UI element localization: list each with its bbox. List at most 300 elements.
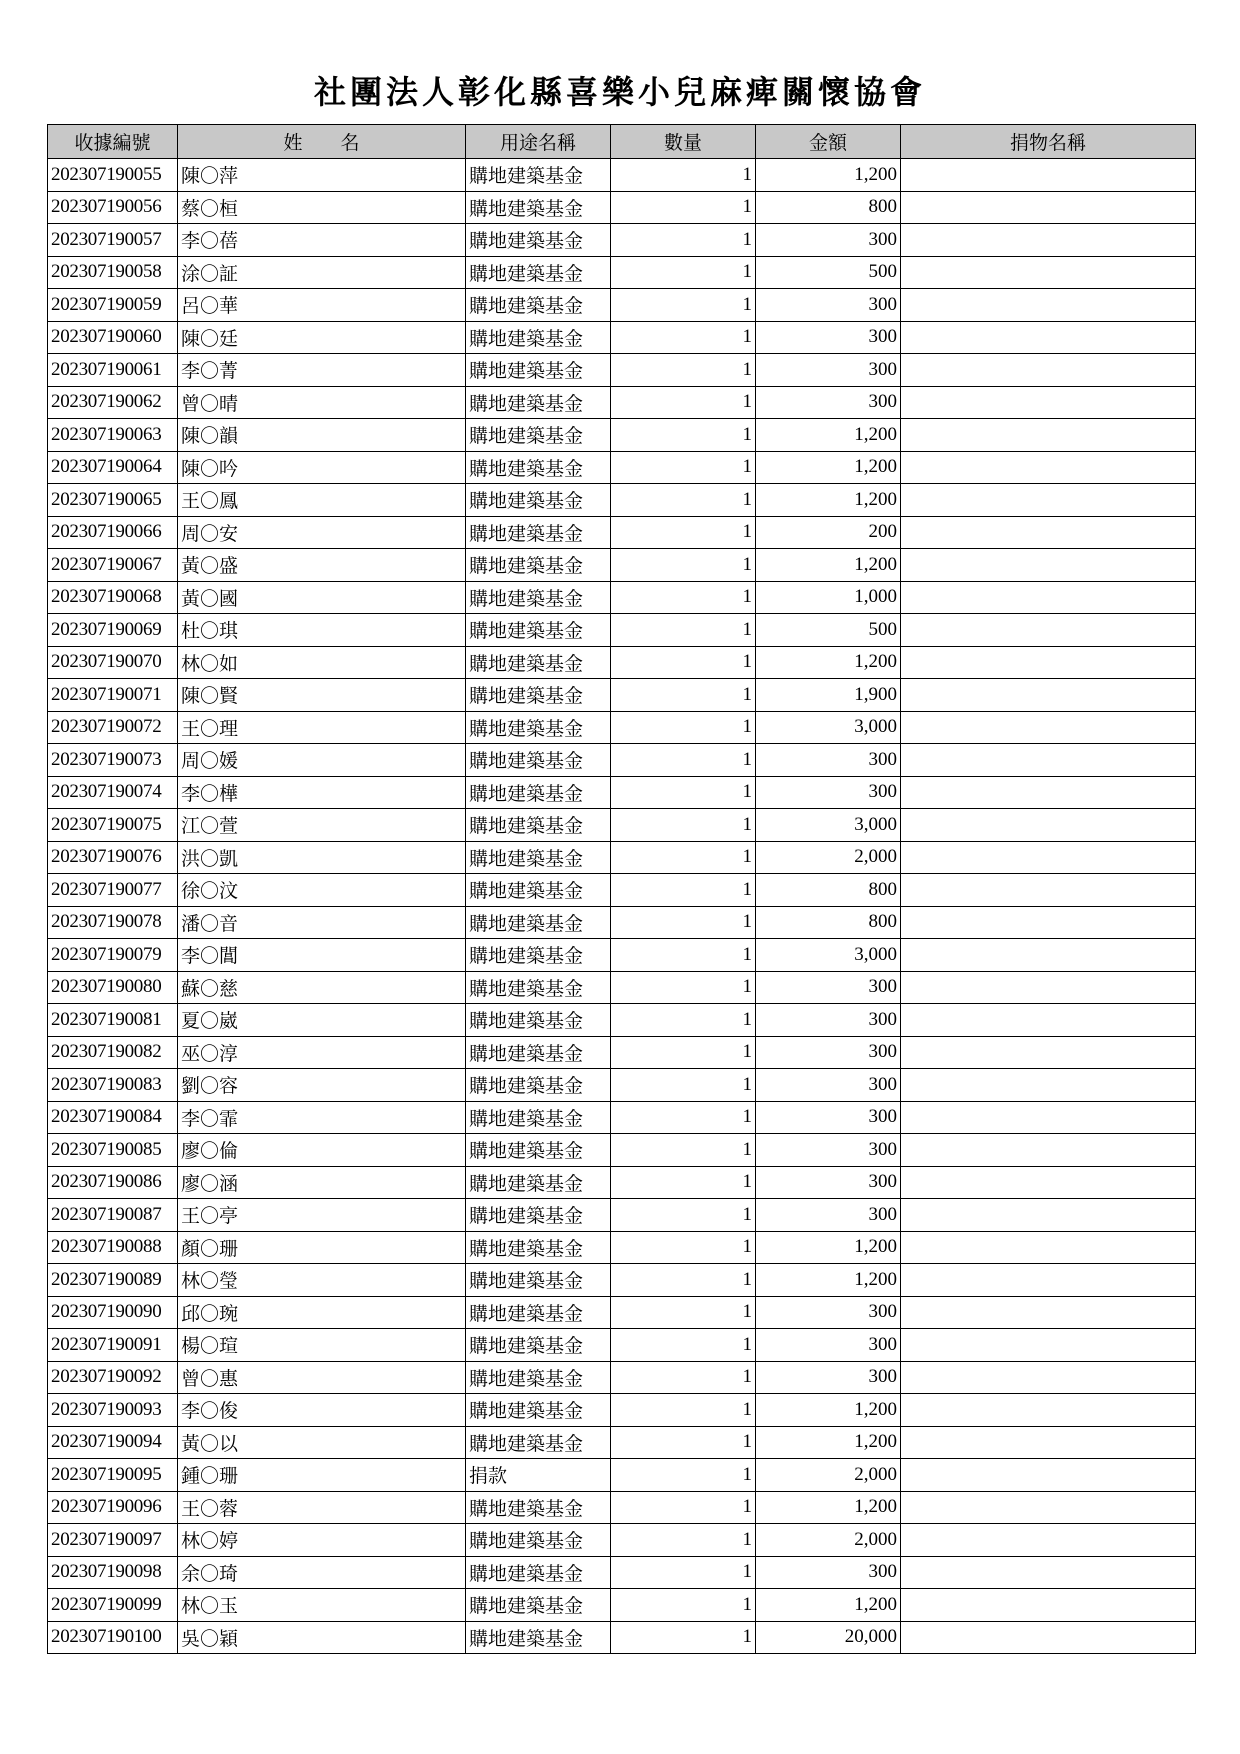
donor-name-cell: 潘〇音 <box>178 906 466 939</box>
table-row <box>48 419 1196 452</box>
quantity-cell: 1 <box>611 1069 756 1102</box>
receipt-no-cell: 202307190073 <box>48 744 178 777</box>
table-row <box>48 776 1196 809</box>
quantity-cell: 1 <box>611 1361 756 1394</box>
purpose-cell: 購地建築基金 <box>466 1101 611 1134</box>
donor-name-cell: 李〇霏 <box>178 1101 466 1134</box>
donor-name-cell: 黃〇以 <box>178 1426 466 1459</box>
table-row <box>48 1004 1196 1037</box>
item-name-cell <box>901 1329 1196 1362</box>
purpose-cell: 購地建築基金 <box>466 1524 611 1557</box>
amount-cell: 1,200 <box>756 1426 901 1459</box>
donor-name-cell: 林〇如 <box>178 646 466 679</box>
receipt-no-cell: 202307190088 <box>48 1231 178 1264</box>
amount-cell: 300 <box>756 744 901 777</box>
quantity-cell: 1 <box>611 1621 756 1654</box>
table-header-row <box>48 125 1196 159</box>
item-name-cell <box>901 321 1196 354</box>
donor-name-cell: 林〇婷 <box>178 1524 466 1557</box>
table-row <box>48 549 1196 582</box>
purpose-cell: 購地建築基金 <box>466 1004 611 1037</box>
purpose-cell: 購地建築基金 <box>466 939 611 972</box>
purpose-cell: 購地建築基金 <box>466 614 611 647</box>
receipt-no-cell: 202307190095 <box>48 1459 178 1492</box>
table-row <box>48 1231 1196 1264</box>
table-row <box>48 1361 1196 1394</box>
quantity-cell: 1 <box>611 549 756 582</box>
item-name-cell <box>901 1134 1196 1167</box>
donor-name-cell: 余〇琦 <box>178 1556 466 1589</box>
receipt-no-cell: 202307190062 <box>48 386 178 419</box>
amount-cell: 2,000 <box>756 1524 901 1557</box>
amount-cell: 1,200 <box>756 159 901 192</box>
amount-cell: 800 <box>756 874 901 907</box>
donor-name-cell: 李〇樺 <box>178 776 466 809</box>
receipt-no-cell: 202307190099 <box>48 1589 178 1622</box>
donor-name-cell: 徐〇汶 <box>178 874 466 907</box>
quantity-cell: 1 <box>611 159 756 192</box>
item-name-cell <box>901 971 1196 1004</box>
amount-cell: 1,900 <box>756 679 901 712</box>
item-name-cell <box>901 1036 1196 1069</box>
receipt-no-cell: 202307190055 <box>48 159 178 192</box>
donor-name-cell: 夏〇崴 <box>178 1004 466 1037</box>
donor-name-cell: 王〇亭 <box>178 1199 466 1232</box>
donor-name-cell: 李〇俊 <box>178 1394 466 1427</box>
table-row <box>48 191 1196 224</box>
donor-name-cell: 陳〇萍 <box>178 159 466 192</box>
purpose-cell: 購地建築基金 <box>466 321 611 354</box>
receipt-no-cell: 202307190067 <box>48 549 178 582</box>
receipt-no-cell: 202307190089 <box>48 1264 178 1297</box>
table-row <box>48 289 1196 322</box>
table-row <box>48 939 1196 972</box>
quantity-cell: 1 <box>611 1426 756 1459</box>
purpose-cell: 購地建築基金 <box>466 1296 611 1329</box>
item-name-cell <box>901 776 1196 809</box>
quantity-cell: 1 <box>611 1166 756 1199</box>
table-row <box>48 451 1196 484</box>
receipt-no-cell: 202307190069 <box>48 614 178 647</box>
table-row <box>48 809 1196 842</box>
quantity-cell: 1 <box>611 1036 756 1069</box>
amount-cell: 500 <box>756 614 901 647</box>
purpose-cell: 購地建築基金 <box>466 1329 611 1362</box>
quantity-cell: 1 <box>611 1296 756 1329</box>
amount-cell: 1,200 <box>756 1264 901 1297</box>
amount-cell: 300 <box>756 1101 901 1134</box>
receipt-no-cell: 202307190070 <box>48 646 178 679</box>
quantity-cell: 1 <box>611 776 756 809</box>
table-row <box>48 516 1196 549</box>
item-name-cell <box>901 744 1196 777</box>
purpose-cell: 購地建築基金 <box>466 906 611 939</box>
quantity-cell: 1 <box>611 516 756 549</box>
item-name-cell <box>901 1264 1196 1297</box>
item-name-cell <box>901 1491 1196 1524</box>
purpose-cell: 購地建築基金 <box>466 1231 611 1264</box>
item-name-cell <box>901 1459 1196 1492</box>
column-header-amount: 金額 <box>756 125 901 159</box>
table-body <box>48 159 1196 1654</box>
amount-cell: 300 <box>756 1036 901 1069</box>
item-name-cell <box>901 1394 1196 1427</box>
table-row <box>48 1524 1196 1557</box>
table-row <box>48 1621 1196 1654</box>
table-row <box>48 1264 1196 1297</box>
table-row <box>48 614 1196 647</box>
item-name-cell <box>901 1069 1196 1102</box>
donation-table <box>47 124 1196 1654</box>
quantity-cell: 1 <box>611 1134 756 1167</box>
amount-cell: 300 <box>756 1556 901 1589</box>
purpose-cell: 購地建築基金 <box>466 484 611 517</box>
donor-name-cell: 林〇瑩 <box>178 1264 466 1297</box>
amount-cell: 200 <box>756 516 901 549</box>
amount-cell: 300 <box>756 354 901 387</box>
amount-cell: 300 <box>756 289 901 322</box>
receipt-no-cell: 202307190065 <box>48 484 178 517</box>
item-name-cell <box>901 711 1196 744</box>
item-name-cell <box>901 354 1196 387</box>
purpose-cell: 購地建築基金 <box>466 451 611 484</box>
table-row <box>48 484 1196 517</box>
amount-cell: 300 <box>756 1004 901 1037</box>
table-row <box>48 711 1196 744</box>
purpose-cell: 購地建築基金 <box>466 1069 611 1102</box>
receipt-no-cell: 202307190072 <box>48 711 178 744</box>
donor-name-cell: 吳〇穎 <box>178 1621 466 1654</box>
item-name-cell <box>901 841 1196 874</box>
donor-name-cell: 王〇蓉 <box>178 1491 466 1524</box>
donor-name-cell: 周〇安 <box>178 516 466 549</box>
table-row <box>48 744 1196 777</box>
quantity-cell: 1 <box>611 971 756 1004</box>
purpose-cell: 購地建築基金 <box>466 581 611 614</box>
quantity-cell: 1 <box>611 939 756 972</box>
table-row <box>48 971 1196 1004</box>
amount-cell: 300 <box>756 1134 901 1167</box>
amount-cell: 3,000 <box>756 809 901 842</box>
quantity-cell: 1 <box>611 809 756 842</box>
purpose-cell: 購地建築基金 <box>466 386 611 419</box>
amount-cell: 300 <box>756 1166 901 1199</box>
table-row <box>48 321 1196 354</box>
quantity-cell: 1 <box>611 419 756 452</box>
donor-name-cell: 陳〇賢 <box>178 679 466 712</box>
receipt-no-cell: 202307190060 <box>48 321 178 354</box>
amount-cell: 300 <box>756 971 901 1004</box>
table-row <box>48 1069 1196 1102</box>
amount-cell: 1,200 <box>756 419 901 452</box>
quantity-cell: 1 <box>611 1199 756 1232</box>
donor-name-cell: 黃〇盛 <box>178 549 466 582</box>
table-row <box>48 679 1196 712</box>
quantity-cell: 1 <box>611 646 756 679</box>
amount-cell: 300 <box>756 1329 901 1362</box>
quantity-cell: 1 <box>611 1329 756 1362</box>
table-row <box>48 224 1196 257</box>
quantity-cell: 1 <box>611 1004 756 1037</box>
table-row <box>48 386 1196 419</box>
donor-name-cell: 周〇媛 <box>178 744 466 777</box>
donor-name-cell: 洪〇凱 <box>178 841 466 874</box>
amount-cell: 1,200 <box>756 549 901 582</box>
amount-cell: 300 <box>756 1199 901 1232</box>
receipt-no-cell: 202307190096 <box>48 1491 178 1524</box>
table-row <box>48 256 1196 289</box>
receipt-no-cell: 202307190079 <box>48 939 178 972</box>
amount-cell: 300 <box>756 224 901 257</box>
receipt-no-cell: 202307190056 <box>48 191 178 224</box>
table-row <box>48 1101 1196 1134</box>
quantity-cell: 1 <box>611 874 756 907</box>
quantity-cell: 1 <box>611 581 756 614</box>
purpose-cell: 購地建築基金 <box>466 1134 611 1167</box>
quantity-cell: 1 <box>611 1556 756 1589</box>
donor-name-cell: 陳〇韻 <box>178 419 466 452</box>
quantity-cell: 1 <box>611 841 756 874</box>
item-name-cell <box>901 516 1196 549</box>
receipt-no-cell: 202307190071 <box>48 679 178 712</box>
receipt-no-cell: 202307190086 <box>48 1166 178 1199</box>
donor-name-cell: 邱〇琬 <box>178 1296 466 1329</box>
quantity-cell: 1 <box>611 321 756 354</box>
table-row <box>48 1296 1196 1329</box>
donor-name-cell: 江〇萱 <box>178 809 466 842</box>
amount-cell: 300 <box>756 776 901 809</box>
item-name-cell <box>901 224 1196 257</box>
donor-name-cell: 李〇菁 <box>178 354 466 387</box>
purpose-cell: 購地建築基金 <box>466 841 611 874</box>
table-row <box>48 1459 1196 1492</box>
amount-cell: 1,200 <box>756 484 901 517</box>
donor-name-cell: 林〇玉 <box>178 1589 466 1622</box>
item-name-cell <box>901 1524 1196 1557</box>
donor-name-cell: 陳〇廷 <box>178 321 466 354</box>
donor-name-cell: 廖〇倫 <box>178 1134 466 1167</box>
purpose-cell: 購地建築基金 <box>466 971 611 1004</box>
table-row <box>48 354 1196 387</box>
purpose-cell: 購地建築基金 <box>466 549 611 582</box>
receipt-no-cell: 202307190074 <box>48 776 178 809</box>
quantity-cell: 1 <box>611 1394 756 1427</box>
item-name-cell <box>901 646 1196 679</box>
purpose-cell: 購地建築基金 <box>466 419 611 452</box>
donor-name-cell: 巫〇淳 <box>178 1036 466 1069</box>
receipt-no-cell: 202307190082 <box>48 1036 178 1069</box>
table-row <box>48 1036 1196 1069</box>
quantity-cell: 1 <box>611 191 756 224</box>
table-row <box>48 1491 1196 1524</box>
donor-name-cell: 蔡〇桓 <box>178 191 466 224</box>
item-name-cell <box>901 679 1196 712</box>
receipt-no-cell: 202307190083 <box>48 1069 178 1102</box>
receipt-no-cell: 202307190081 <box>48 1004 178 1037</box>
donor-name-cell: 廖〇涵 <box>178 1166 466 1199</box>
item-name-cell <box>901 906 1196 939</box>
quantity-cell: 1 <box>611 1101 756 1134</box>
item-name-cell <box>901 1101 1196 1134</box>
receipt-no-cell: 202307190100 <box>48 1621 178 1654</box>
item-name-cell <box>901 1296 1196 1329</box>
receipt-no-cell: 202307190087 <box>48 1199 178 1232</box>
quantity-cell: 1 <box>611 906 756 939</box>
receipt-no-cell: 202307190097 <box>48 1524 178 1557</box>
donor-name-cell: 呂〇華 <box>178 289 466 322</box>
receipt-no-cell: 202307190068 <box>48 581 178 614</box>
purpose-cell: 購地建築基金 <box>466 679 611 712</box>
amount-cell: 800 <box>756 906 901 939</box>
purpose-cell: 購地建築基金 <box>466 1556 611 1589</box>
item-name-cell <box>901 289 1196 322</box>
purpose-cell: 購地建築基金 <box>466 289 611 322</box>
receipt-no-cell: 202307190080 <box>48 971 178 1004</box>
receipt-no-cell: 202307190066 <box>48 516 178 549</box>
item-name-cell <box>901 581 1196 614</box>
donor-name-cell: 陳〇吟 <box>178 451 466 484</box>
amount-cell: 2,000 <box>756 1459 901 1492</box>
quantity-cell: 1 <box>611 711 756 744</box>
column-header-item-name: 捐物名稱 <box>901 125 1196 159</box>
purpose-cell: 購地建築基金 <box>466 646 611 679</box>
table-row <box>48 906 1196 939</box>
donor-name-cell: 曾〇晴 <box>178 386 466 419</box>
item-name-cell <box>901 386 1196 419</box>
purpose-cell: 購地建築基金 <box>466 159 611 192</box>
amount-cell: 3,000 <box>756 939 901 972</box>
amount-cell: 500 <box>756 256 901 289</box>
purpose-cell: 購地建築基金 <box>466 1394 611 1427</box>
quantity-cell: 1 <box>611 354 756 387</box>
item-name-cell <box>901 1199 1196 1232</box>
purpose-cell: 購地建築基金 <box>466 191 611 224</box>
amount-cell: 20,000 <box>756 1621 901 1654</box>
table-row <box>48 841 1196 874</box>
table-row <box>48 1426 1196 1459</box>
table-row <box>48 646 1196 679</box>
donor-name-cell: 蘇〇慈 <box>178 971 466 1004</box>
quantity-cell: 1 <box>611 1491 756 1524</box>
receipt-no-cell: 202307190064 <box>48 451 178 484</box>
amount-cell: 300 <box>756 1069 901 1102</box>
receipt-no-cell: 202307190075 <box>48 809 178 842</box>
quantity-cell: 1 <box>611 451 756 484</box>
donor-name-cell: 顏〇珊 <box>178 1231 466 1264</box>
table-row <box>48 1556 1196 1589</box>
purpose-cell: 購地建築基金 <box>466 744 611 777</box>
amount-cell: 1,200 <box>756 1394 901 1427</box>
amount-cell: 800 <box>756 191 901 224</box>
amount-cell: 1,200 <box>756 451 901 484</box>
table-row <box>48 159 1196 192</box>
purpose-cell: 購地建築基金 <box>466 809 611 842</box>
purpose-cell: 購地建築基金 <box>466 1199 611 1232</box>
purpose-cell: 購地建築基金 <box>466 516 611 549</box>
purpose-cell: 購地建築基金 <box>466 1589 611 1622</box>
purpose-cell: 購地建築基金 <box>466 1036 611 1069</box>
amount-cell: 3,000 <box>756 711 901 744</box>
item-name-cell <box>901 1004 1196 1037</box>
receipt-no-cell: 202307190077 <box>48 874 178 907</box>
item-name-cell <box>901 1361 1196 1394</box>
table-row <box>48 874 1196 907</box>
item-name-cell <box>901 1589 1196 1622</box>
purpose-cell: 購地建築基金 <box>466 776 611 809</box>
item-name-cell <box>901 614 1196 647</box>
donor-name-cell: 李〇閶 <box>178 939 466 972</box>
column-header-receipt-no: 收據編號 <box>48 125 178 159</box>
receipt-no-cell: 202307190091 <box>48 1329 178 1362</box>
purpose-cell: 購地建築基金 <box>466 224 611 257</box>
amount-cell: 1,200 <box>756 1589 901 1622</box>
table-row <box>48 581 1196 614</box>
item-name-cell <box>901 191 1196 224</box>
quantity-cell: 1 <box>611 1589 756 1622</box>
quantity-cell: 1 <box>611 224 756 257</box>
receipt-no-cell: 202307190084 <box>48 1101 178 1134</box>
amount-cell: 1,200 <box>756 1491 901 1524</box>
purpose-cell: 購地建築基金 <box>466 256 611 289</box>
amount-cell: 1,000 <box>756 581 901 614</box>
item-name-cell <box>901 1166 1196 1199</box>
receipt-no-cell: 202307190063 <box>48 419 178 452</box>
item-name-cell <box>901 451 1196 484</box>
item-name-cell <box>901 159 1196 192</box>
donor-name-cell: 鍾〇珊 <box>178 1459 466 1492</box>
table-row <box>48 1394 1196 1427</box>
purpose-cell: 購地建築基金 <box>466 1166 611 1199</box>
item-name-cell <box>901 809 1196 842</box>
receipt-no-cell: 202307190057 <box>48 224 178 257</box>
table-row <box>48 1329 1196 1362</box>
item-name-cell <box>901 549 1196 582</box>
receipt-no-cell: 202307190058 <box>48 256 178 289</box>
item-name-cell <box>901 1231 1196 1264</box>
purpose-cell: 購地建築基金 <box>466 1361 611 1394</box>
item-name-cell <box>901 1426 1196 1459</box>
item-name-cell <box>901 1556 1196 1589</box>
purpose-cell: 購地建築基金 <box>466 711 611 744</box>
quantity-cell: 1 <box>611 484 756 517</box>
donor-name-cell: 王〇理 <box>178 711 466 744</box>
quantity-cell: 1 <box>611 1524 756 1557</box>
amount-cell: 2,000 <box>756 841 901 874</box>
receipt-no-cell: 202307190098 <box>48 1556 178 1589</box>
column-header-purpose: 用途名稱 <box>466 125 611 159</box>
item-name-cell <box>901 1621 1196 1654</box>
quantity-cell: 1 <box>611 1231 756 1264</box>
quantity-cell: 1 <box>611 614 756 647</box>
item-name-cell <box>901 874 1196 907</box>
item-name-cell <box>901 939 1196 972</box>
amount-cell: 1,200 <box>756 1231 901 1264</box>
receipt-no-cell: 202307190059 <box>48 289 178 322</box>
amount-cell: 300 <box>756 386 901 419</box>
donor-name-cell: 曾〇惠 <box>178 1361 466 1394</box>
amount-cell: 300 <box>756 1361 901 1394</box>
receipt-no-cell: 202307190093 <box>48 1394 178 1427</box>
table-row <box>48 1589 1196 1622</box>
table-row <box>48 1166 1196 1199</box>
item-name-cell <box>901 419 1196 452</box>
table-row <box>48 1134 1196 1167</box>
donor-name-cell: 劉〇容 <box>178 1069 466 1102</box>
donor-name-cell: 杜〇琪 <box>178 614 466 647</box>
quantity-cell: 1 <box>611 256 756 289</box>
column-header-quantity: 數量 <box>611 125 756 159</box>
donor-name-cell: 楊〇瑄 <box>178 1329 466 1362</box>
